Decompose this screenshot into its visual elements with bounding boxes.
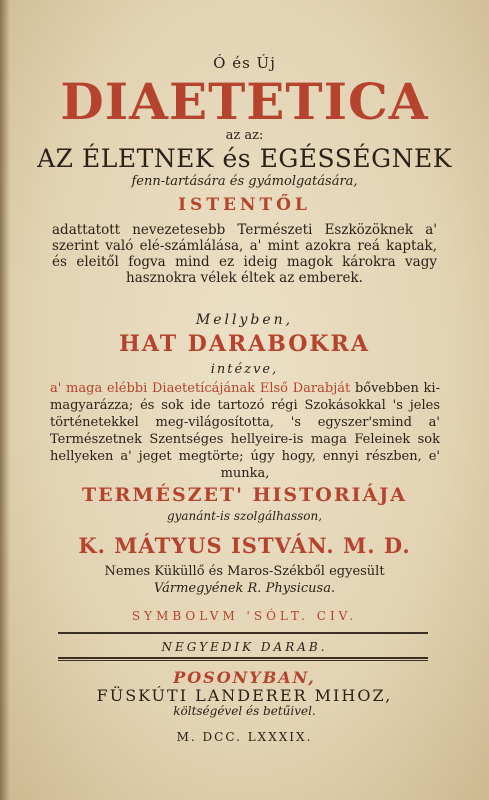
- cost-line: költségével és betűivel.: [173, 704, 316, 718]
- subtitle-main: AZ ÉLETNEK és EGÉSSÉGNEK: [37, 144, 452, 173]
- paragraph-two-body: bővebben ki-magyarázza; és sok ide tartozó régi Szokásokkal 's jeles történetekkel meg-világosította, 's egyszer'smind a' Természetnek Szentséges hellyeire-is maga Feleinek sok hellyeken a' jeget megtörte; úgy hogy, ennyi részben, e' munka,: [50, 381, 440, 481]
- bottom-rule-thin: [58, 660, 428, 661]
- intezve-label: intézve,: [210, 362, 279, 377]
- top-rule: [58, 632, 428, 634]
- part-label: NEGYEDIK DARAB.: [161, 640, 328, 654]
- printer-line: FÜSKÚTI LANDERER MIHOZ,: [96, 686, 393, 705]
- paragraph-one: adattatott nevezetesebb Természeti Eszközöknek a' szerint való elé-számlálása, a' mint azokra reá kaptak, és eleitől fogva mind ez ideig magok károkra vagy hasznokra vélek éltek az emberek.: [52, 222, 437, 286]
- year-line: M. DCC. LXXXIX.: [176, 730, 313, 744]
- symbolum-line: SYMBOLVM 'SÓLT. CIV.: [131, 609, 358, 623]
- subtitle-small: az az:: [225, 128, 264, 143]
- gyanant-line: gyanánt-is szolgálhasson,: [166, 509, 323, 523]
- author-name: K. MÁTYUS ISTVÁN. M. D.: [78, 533, 411, 558]
- paragraph-two-red: a' maga elébbi Diaetetícájának Első Darabját: [50, 381, 351, 396]
- bottom-rule: [58, 657, 428, 659]
- subtitle-line: fenn-tartására és gyámolgatására,: [131, 174, 358, 189]
- istentol-heading: ISTENTŐL: [178, 195, 311, 215]
- pretitle: Ó és Új: [213, 54, 276, 72]
- paragraph-two: [50, 380, 440, 482]
- termeszet-heading: TERMÉSZET' HISTORIÁJA: [82, 484, 407, 506]
- hat-darabokra-heading: HAT DARABOKRA: [119, 331, 370, 357]
- place-line: POSONYBAN,: [173, 668, 316, 687]
- origin-line-one: Nemes Küküllő és Maros-Székből egyesült: [104, 564, 385, 579]
- mellyben-label: Mellyben,: [195, 312, 294, 328]
- main-title: DIAETETICA: [60, 72, 429, 131]
- origin-line-two: Vármegyének R. Physicusa.: [153, 581, 336, 596]
